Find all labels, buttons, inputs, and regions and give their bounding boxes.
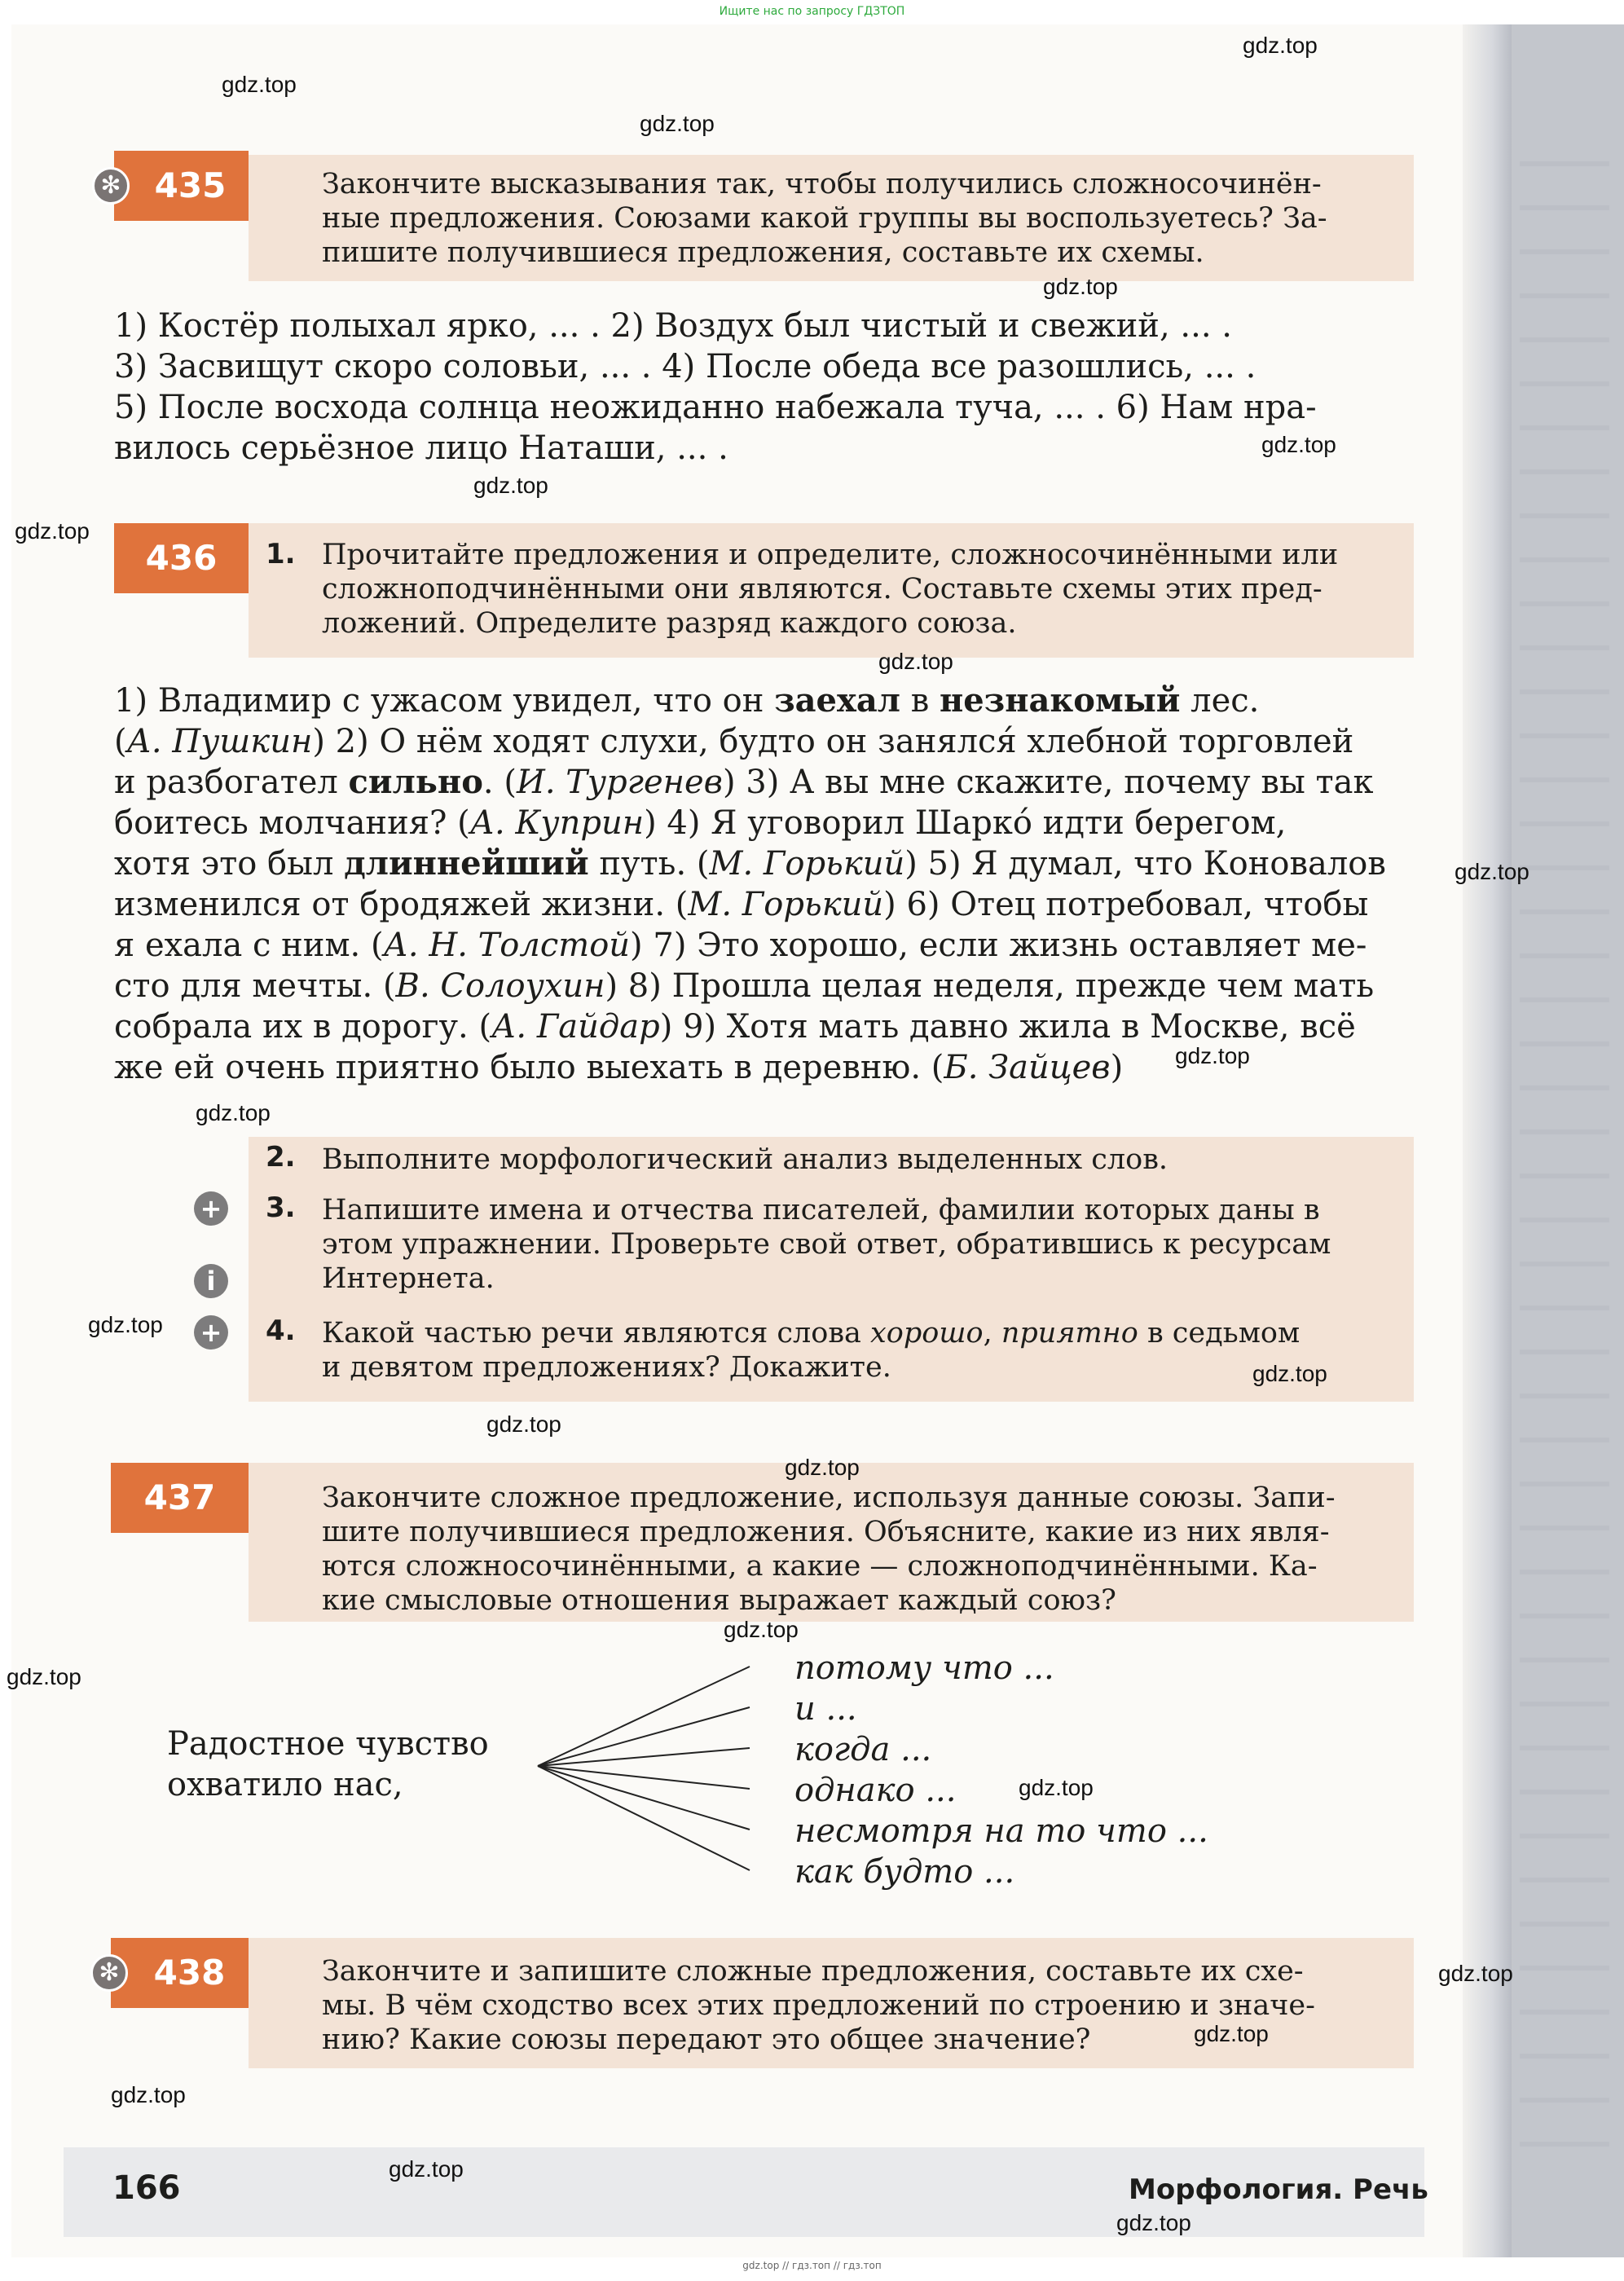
task-number-4: 4. xyxy=(266,1314,296,1347)
text-span: путь. ( xyxy=(588,845,710,883)
watermark: gdz.top xyxy=(878,649,953,674)
section-title: Морфология. Речь xyxy=(1129,2173,1428,2206)
task-436-1: Прочитайте предложения и определите, сложносочинёнными или сложноподчинёнными они являются. Составьте схемы этих пред- ложений. Определите разряд каждого союза. xyxy=(322,539,1339,640)
highlighted-word: незнакомый xyxy=(939,681,1181,720)
plus-icon: + xyxy=(194,1191,228,1226)
text-span: ) 3) А вы мне скажите, почему вы так xyxy=(722,764,1374,801)
watermark: gdz.top xyxy=(196,1100,271,1125)
sentence-start: Радостное чувство охватило нас, xyxy=(167,1725,489,1803)
watermark: gdz.top xyxy=(1261,432,1336,457)
plus-icon: + xyxy=(194,1315,228,1350)
text-span: же ей очень приятно было выехать в деревню. ( xyxy=(114,1049,944,1086)
text-span: . ( xyxy=(482,764,517,801)
text-span: боитесь молчания? ( xyxy=(114,804,470,842)
watermark: gdz.top xyxy=(389,2156,464,2182)
conjunction-1: потому что ... xyxy=(794,1649,1054,1687)
author-name: приятно xyxy=(1001,1317,1138,1350)
text-span: ) 9) Хотя мать давно жила в Москве, всё xyxy=(659,1008,1356,1046)
info-icon: i xyxy=(194,1264,228,1298)
author-name: В. Солоухин xyxy=(395,967,605,1005)
conjunction-2: и ... xyxy=(794,1690,857,1728)
watermark: gdz.top xyxy=(1019,1775,1094,1800)
task-number-2: 2. xyxy=(266,1141,296,1174)
text-span: ) 2) О нём ходят слухи, будто он занялся́ хлебной торговлей xyxy=(312,723,1354,760)
text-span: ) 8) Прошла целая неделя, прежде чем мать xyxy=(605,967,1375,1005)
author-name: А. Пушкин xyxy=(126,723,313,760)
watermark: gdz.top xyxy=(7,1664,81,1689)
text-span: ) 7) Это хорошо, если жизнь оставляет ме- xyxy=(630,927,1367,964)
text-span: , xyxy=(983,1317,1001,1350)
text-span: изменился от бродяжей жизни. ( xyxy=(114,886,689,923)
text-span: и разбогател xyxy=(114,764,349,801)
watermark: gdz.top xyxy=(1116,2210,1191,2235)
watermark: gdz.top xyxy=(15,518,90,544)
conjunction-3: когда ... xyxy=(794,1731,932,1768)
watermark: gdz.top xyxy=(1438,1961,1513,1986)
watermark: gdz.top xyxy=(1194,2021,1269,2046)
text-span: собрала их в дорогу. ( xyxy=(114,1008,492,1046)
conjunction-4: однако ... xyxy=(794,1772,957,1809)
text-span: в седьмом xyxy=(1138,1317,1301,1350)
author-name: хорошо xyxy=(870,1317,984,1350)
exercise-number-436: 436 xyxy=(114,523,249,593)
star-icon: ✻ xyxy=(90,1954,128,1992)
author-name: А. Н. Толстой xyxy=(383,927,631,964)
watermark: gdz.top xyxy=(785,1455,860,1480)
watermark: gdz.top xyxy=(88,1312,163,1337)
watermark: gdz.top xyxy=(1252,1361,1327,1386)
author-name: И. Тургенев xyxy=(516,764,723,801)
text-span: ( xyxy=(114,723,127,760)
watermark: gdz.top xyxy=(111,2082,186,2107)
watermark: gdz.top xyxy=(473,473,548,498)
watermark: gdz.top xyxy=(1175,1043,1250,1068)
text-span: ) 5) Я думал, что Коновалов xyxy=(904,845,1386,883)
exercise-number-438: 438 xyxy=(111,1938,249,2008)
exercise-number-437: 437 xyxy=(111,1463,249,1533)
text-435: 1) Костёр полыхал ярко, ... . 2) Воздух был чистый и свежий, ... . 3) Засвищут скоро соловьи, ... . 4) После обеда все разошлись, ... . 5) После восхода солнца неожиданно набежала туча, ... . 6) Нам нра- вилось серьёзное лицо Наташи, ... . xyxy=(114,307,1317,467)
text-span: ) 6) Отец потребовал, чтобы xyxy=(883,886,1369,923)
text-span: хотя это был xyxy=(114,845,345,883)
text-span: я ехала с ним. ( xyxy=(114,927,384,964)
text-span: и девятом предложениях? Докажите. xyxy=(322,1351,891,1384)
exercise-number-435: 435 xyxy=(114,151,249,221)
task-437: Закончите сложное предложение, используя данные союзы. Запи- шите получившиеся предложения. Объясните, какие из них явля- ются сложносочинёнными, а какие — сложноподчинёнными. Ка- кие смысловые отношения выражает каждый союз? xyxy=(322,1482,1336,1617)
text-span: 1) Владимир с ужасом увидел, что он xyxy=(114,682,775,720)
watermark: gdz.top xyxy=(724,1617,799,1642)
text-span: ) xyxy=(1110,1049,1124,1086)
task-436-3: Напишите имена и отчества писателей, фамилии которых даны в этом упражнении. Проверьте свой ответ, обратившись к ресурсам Интернета. xyxy=(322,1194,1331,1295)
text-span: Какой частью речи являются слова xyxy=(322,1317,871,1350)
watermark: gdz.top xyxy=(222,72,297,97)
task-number-3: 3. xyxy=(266,1191,296,1224)
task-436-2: Выполните морфологический анализ выделенных слов. xyxy=(322,1143,1168,1176)
conjunction-6: как будто ... xyxy=(794,1853,1015,1891)
watermark: gdz.top xyxy=(1455,859,1529,884)
highlighted-word: сильно xyxy=(348,763,483,801)
top-note: Ищите нас по запросу ГДЗТОП xyxy=(719,5,905,18)
task-438: Закончите и запишите сложные предложения, составьте их схе- мы. В чём сходство всех этих предложений по строению и значе- нию? Какие союзы передают это общее значение? xyxy=(322,1955,1315,2056)
task-435: Закончите высказывания так, чтобы получились сложносочинён- ные предложения. Союзами какой группы вы воспользуетесь? За- пишите получившиеся предложения, составьте их схемы. xyxy=(322,168,1327,269)
highlighted-word: длиннейший xyxy=(344,844,589,883)
watermark: gdz.top xyxy=(1043,274,1118,299)
star-icon: ✻ xyxy=(92,167,130,205)
text-span: в xyxy=(900,682,940,720)
author-name: А. Гайдар xyxy=(491,1008,660,1046)
watermark: gdz.top xyxy=(640,111,715,136)
text-span: сто для мечты. ( xyxy=(114,967,396,1005)
highlighted-word: заехал xyxy=(774,681,900,720)
text-span: ) 4) Я уговорил Шарко́ идти берегом, xyxy=(644,804,1287,842)
author-name: М. Горький xyxy=(688,886,884,923)
page-number: 166 xyxy=(112,2169,181,2207)
watermark: gdz.top xyxy=(1243,33,1318,58)
watermark: gdz.top xyxy=(486,1411,561,1437)
text-span: лес. xyxy=(1180,682,1260,720)
task-number-1: 1. xyxy=(266,538,296,570)
author-name: М. Горький xyxy=(709,845,905,883)
author-name: А. Куприн xyxy=(469,804,645,842)
conjunction-5: несмотря на то что ... xyxy=(794,1812,1208,1850)
bottom-note: gdz.top // гдз.топ // гдз.топ xyxy=(742,2260,882,2271)
author-name: Б. Зайцев xyxy=(944,1049,1111,1086)
